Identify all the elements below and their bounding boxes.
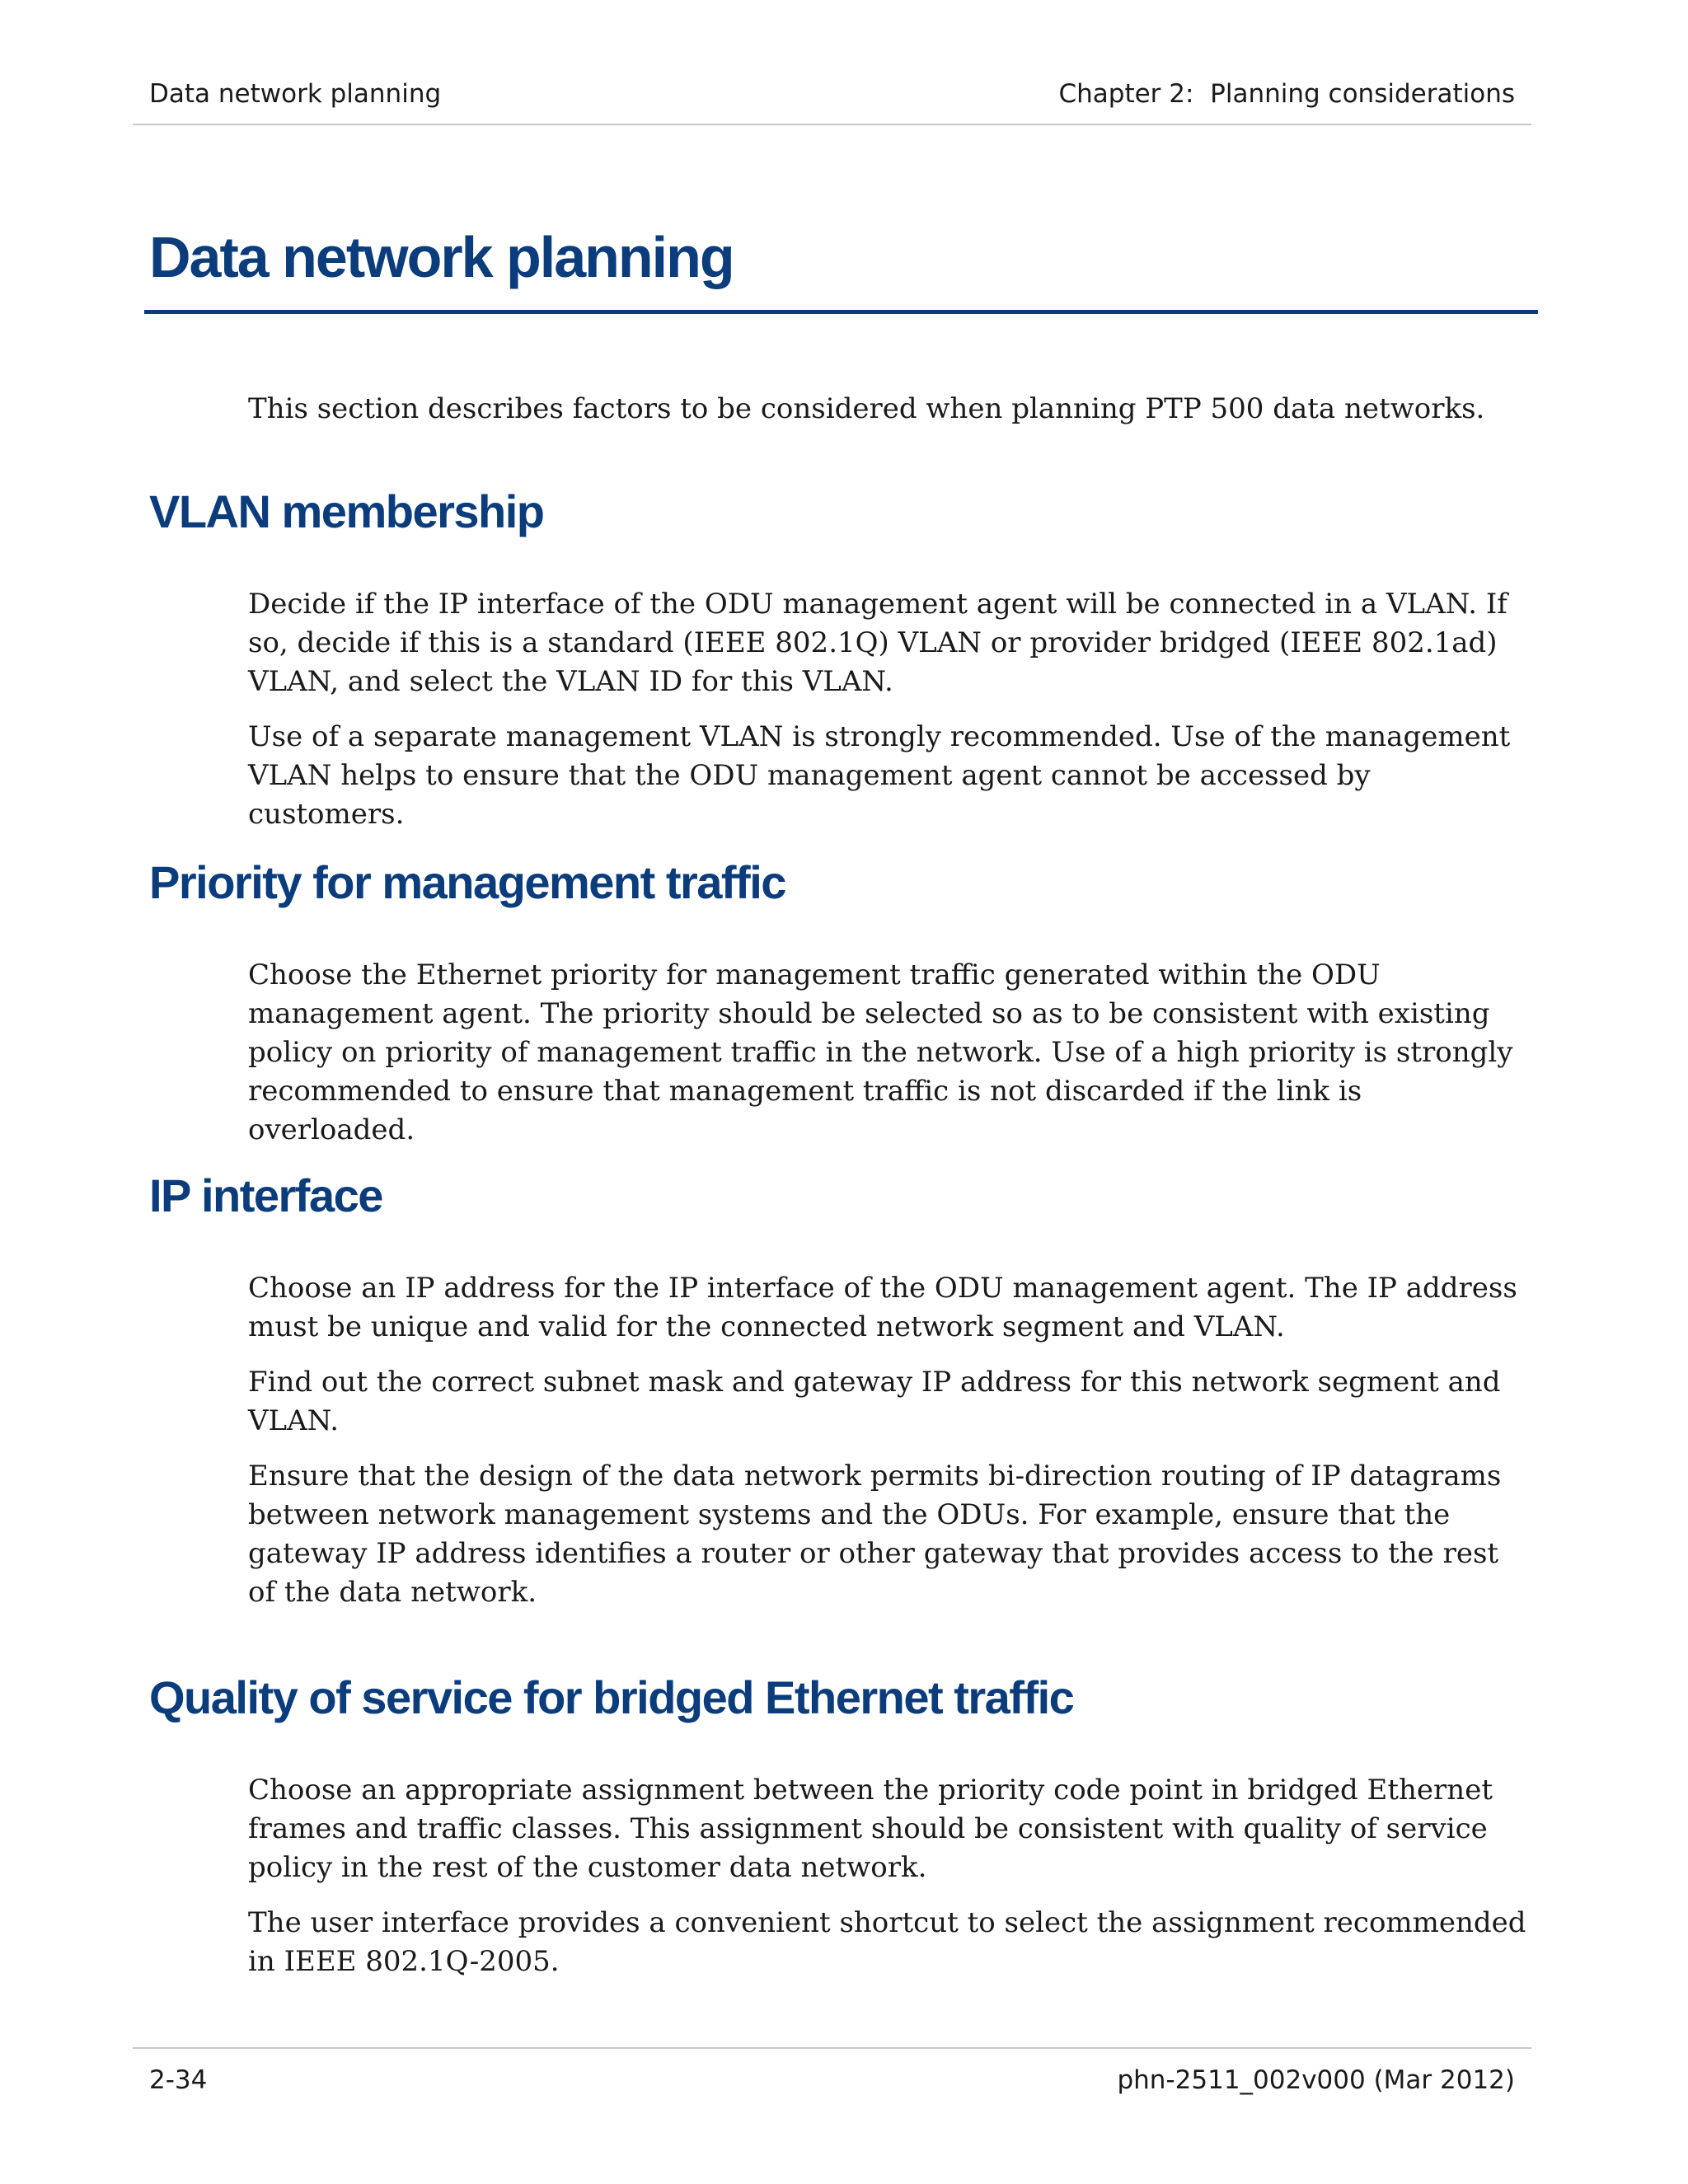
- header-chapter-name: Chapter 2: Planning considerations: [1058, 79, 1515, 109]
- ip-paragraph-2: Find out the correct subnet mask and gateway IP address for this network segment and VLAN.: [248, 1366, 1501, 1437]
- ip-paragraph-1: Choose an IP address for the IP interface of the ODU management agent. The IP address must be unique and valid for the connected network segment and VLAN.: [248, 1272, 1517, 1343]
- ip-paragraph-3: Ensure that the design of the data network permits bi-direction routing of IP datagrams between network management systems and the ODUs. For example, ensure that the gateway IP address identifies a router or other gateway that provides access to the rest of the data network.: [248, 1460, 1502, 1609]
- footer-document-id: phn-2511_002v000 (Mar 2012): [1117, 2065, 1515, 2095]
- section-heading-priority-management-traffic: Priority for management traffic: [149, 856, 785, 908]
- intro-paragraph: This section describes factors to be considered when planning PTP 500 data networks.: [248, 392, 1485, 425]
- page-title-text: Data network planning: [149, 225, 734, 289]
- section-heading-quality-of-service: Quality of service for bridged Ethernet traffic: [149, 1671, 1074, 1723]
- running-footer: [133, 2047, 1531, 2115]
- qos-paragraph-2: The user interface provides a convenient shortcut to select the assignment recommended in IEEE 802.1Q-2005.: [248, 1906, 1526, 1978]
- qos-paragraph-1: Choose an appropriate assignment between the priority code point in bridged Ethernet frames and traffic classes. This assignment should be consistent with quality of service policy in the rest of the customer data network.: [248, 1774, 1493, 1884]
- page-title: [144, 221, 1538, 314]
- footer-page-number: 2-34: [149, 2065, 208, 2095]
- section-heading-vlan-membership: VLAN membership: [149, 485, 544, 537]
- vlan-paragraph-1: Decide if the IP interface of the ODU management agent will be connected in a VLAN. If so, decide if this is a standard (IEEE 802.1Q) VLAN or provider bridged (IEEE 802.1ad) VLAN, and select the VLAN ID for this VLAN.: [248, 588, 1507, 698]
- vlan-paragraph-2: Use of a separate management VLAN is strongly recommended. Use of the management VLAN helps to ensure that the ODU management agent cannot be accessed by customers.: [248, 720, 1511, 831]
- header-section-name: Data network planning: [149, 79, 442, 109]
- section-heading-ip-interface: IP interface: [149, 1169, 382, 1221]
- priority-paragraph-1: Choose the Ethernet priority for management traffic generated within the ODU management agent. The priority should be selected so as to be consistent with existing policy on priority of management traffic in the network. Use of a high priority is strongly recommended to ensure that management traffic is not discarded if the link is overloaded.: [248, 958, 1513, 1146]
- running-header: [133, 66, 1531, 125]
